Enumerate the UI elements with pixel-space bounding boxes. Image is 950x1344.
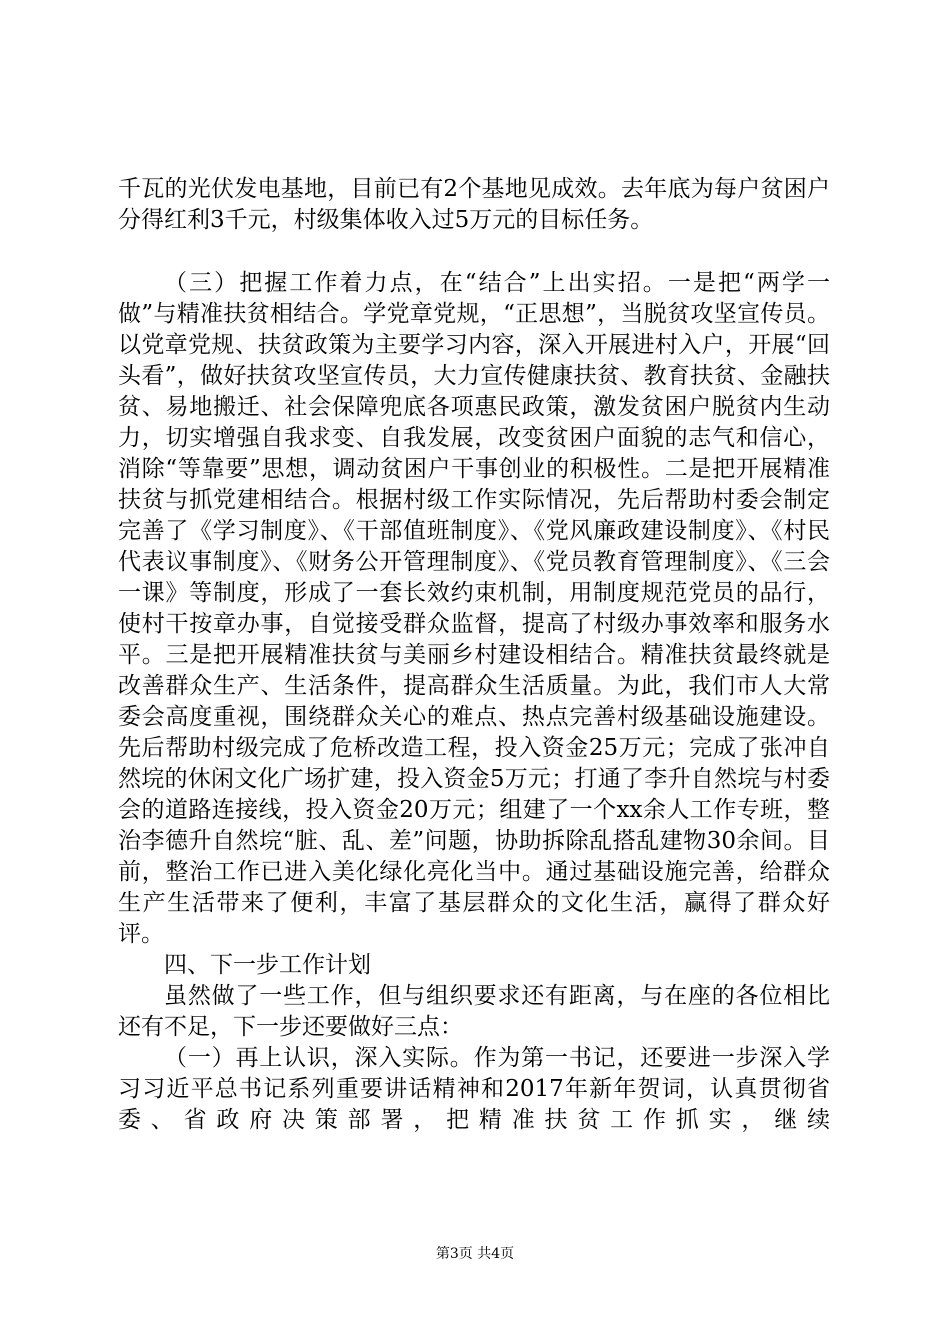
page-number-footer: 第3页 共4页 xyxy=(435,1246,515,1262)
text-block-top xyxy=(118,174,830,236)
text-block-main xyxy=(118,268,830,1136)
section-heading-next-plan: 四、下一步工作计划 xyxy=(164,952,371,978)
paragraph-continuation: 千瓦的光伏发电基地，目前已有2个基地见成效。去年底为每户贫困户分得红利3千元，村级集体收入过5万元的目标任务。 xyxy=(118,176,830,233)
paragraph-section-three: （三）把握工作着力点，在“结合”上出实招。一是把“两学一做”与精准扶贫相结合。学党章党规，“正思想”，当脱贫攻坚宣传员。以党章党规、扶贫政策为主要学习内容，深入开展进村入户，开展“回头看”，做好扶贫攻坚宣传员，大力宣传健康扶贫、教育扶贫、金融扶贫、易地搬迁、社会保障兜底各项惠民政策，激发贫困户脱贫内生动力，切实增强自我求变、自我发展，改变贫困户面貌的志气和信心，消除“等靠要”思想，调动贫困户干事创业的积极性。二是把开展精准扶贫与抓党建相结合。根据村级工作实际情况，先后帮助村委会制定完善了《学习制度》、《干部值班制度》、《党风廉政建设制度》、《村民代表议事制度》、《财务公开管理制度》、《党员教育管理制度》、《三会一课》等制度，形成了一套长效约束机制，用制度规范党员的品行，使村干按章办事，自觉接受群众监督，提高了村级办事效率和服务水平。三是把开展精准扶贫与美丽乡村建设相结合。精准扶贫最终就是改善群众生产、生活条件，提高群众生活质量。为此，我们市人大常委会高度重视，围绕群众关心的难点、热点完善村级基础设施建设。先后帮助村级完成了危桥改造工程，投入资金25万元；完成了张冲自然垸的休闲文化广场扩建，投入资金5万元；打通了李升自然垸与村委会的道路连接线，投入资金20万元；组建了一个xx余人工作专班，整治李德升自然垸“脏、乱、差”问题，协助拆除乱搭乱建物30余间。目前，整治工作已进入美化绿化亮化当中。通过基础设施完善，给群众生产生活带来了便利，丰富了基层群众的文化生活，赢得了群众好评。 xyxy=(118,270,830,947)
paragraph-next-plan-intro: 虽然做了一些工作，但与组织要求还有距离，与在座的各位相比还有不足，下一步还要做好三点： xyxy=(118,983,830,1040)
paragraph-plan-item-one: （一）再上认识，深入实际。作为第一书记，还要进一步深入学习习近平总书记系列重要讲话精神和2017年新年贺词，认真贯彻省委、省政府决策部署，把精准扶贫工作抓实，继续 xyxy=(118,1045,830,1133)
